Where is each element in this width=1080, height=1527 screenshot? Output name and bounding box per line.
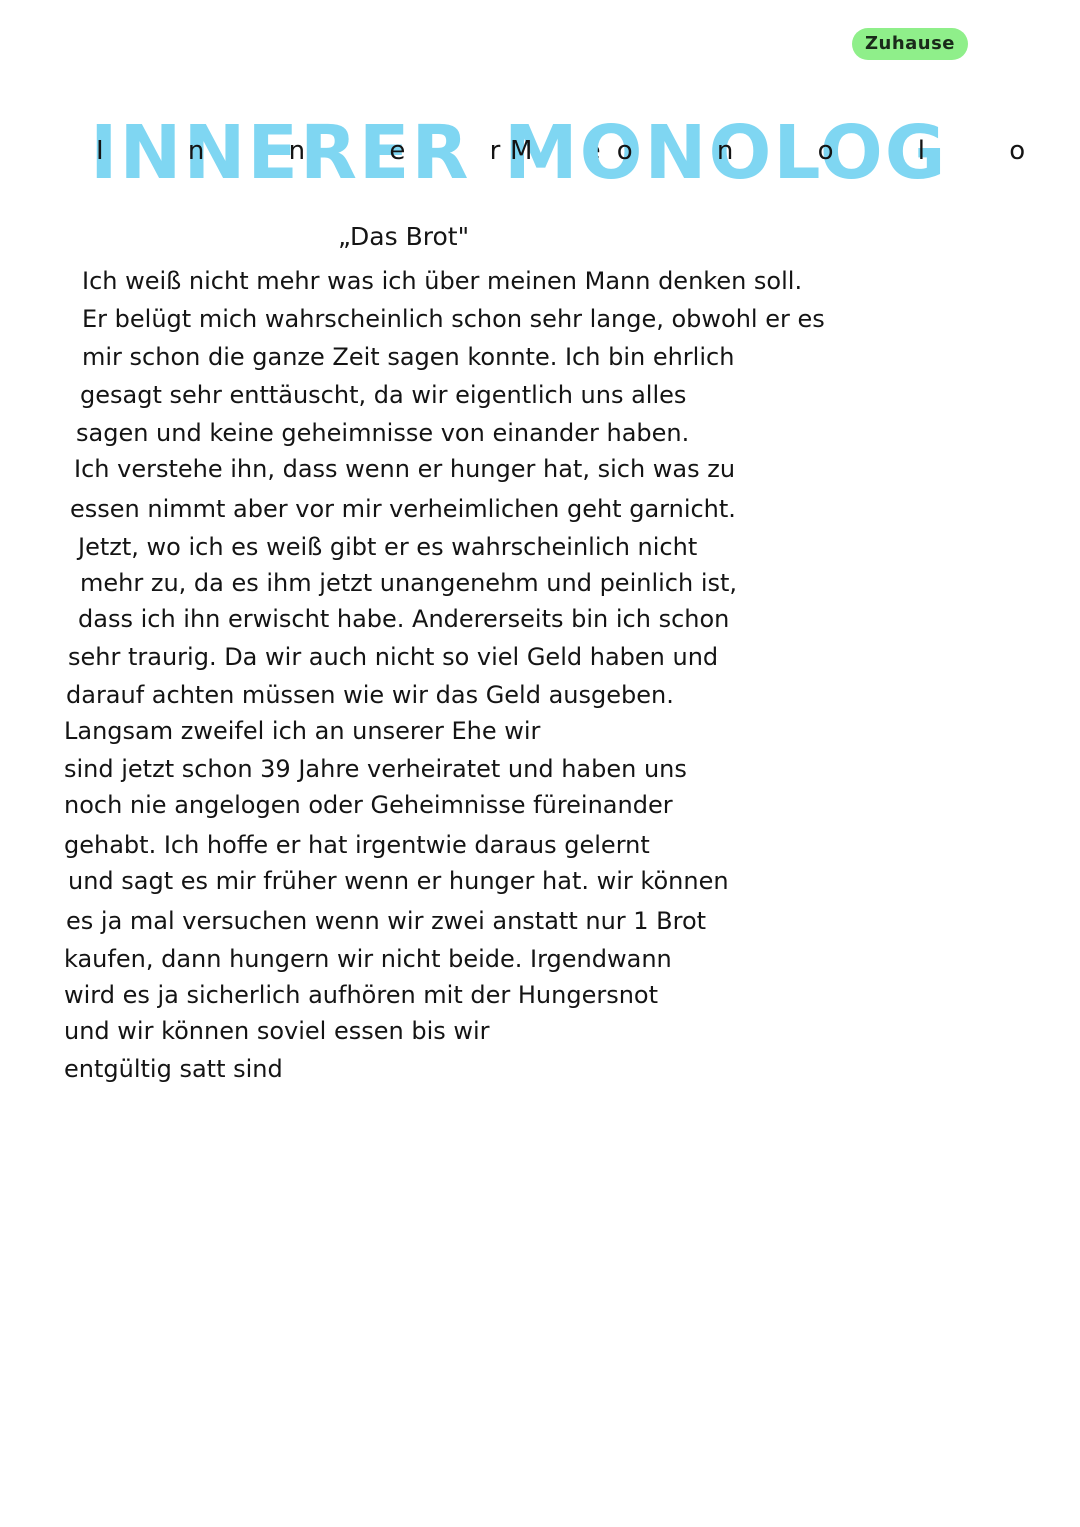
text-line: mir schon die ganze Zeit sagen konnte. Ich bin ehrlich: [82, 343, 735, 371]
text-line: sagen und keine geheimnisse von einander haben.: [76, 419, 690, 447]
text-line: noch nie angelogen oder Geheimnisse füreinander: [64, 791, 673, 819]
text-line: wird es ja sicherlich aufhören mit der Hungersnot: [64, 981, 659, 1009]
text-title: „Das Brot": [338, 222, 470, 251]
text-line: gesagt sehr enttäuscht, da wir eigentlich uns alles: [80, 381, 687, 409]
text-line: sind jetzt schon 39 Jahre verheiratet und haben uns: [64, 755, 687, 783]
text-line: entgültig satt sind: [64, 1055, 283, 1083]
title-word-monolog: [504, 108, 948, 198]
text-line: gehabt. Ich hoffe er hat irgentwie daraus gelernt: [64, 831, 650, 859]
title-innerer-text: INNERER I n n e r e r: [90, 110, 470, 196]
text-line: mehr zu, da es ihm jetzt unangenehm und peinlich ist,: [80, 569, 738, 597]
text-line: es ja mal versuchen wenn wir zwei anstatt nur 1 Brot: [66, 907, 707, 935]
text-line: essen nimmt aber vor mir verheimlichen geht garnicht.: [70, 495, 736, 523]
title-monolog-text: MONOLOG M o n o l o g: [504, 110, 948, 196]
text-line: sehr traurig. Da wir auch nicht so viel Geld haben und: [68, 643, 719, 671]
text-line: Ich weiß nicht mehr was ich über meinen Mann denken soll.: [82, 267, 803, 295]
text-line: Ich verstehe ihn, dass wenn er hunger hat, sich was zu: [74, 455, 736, 483]
text-line: Er belügt mich wahrscheinlich schon sehr lange, obwohl er es: [82, 305, 825, 333]
text-line: kaufen, dann hungern wir nicht beide. Irgendwann: [64, 945, 672, 973]
text-line: Jetzt, wo ich es weiß gibt er es wahrscheinlich nicht: [78, 533, 698, 561]
text-line: Langsam zweifel ich an unserer Ehe wir: [64, 717, 541, 745]
text-line: darauf achten müssen wie wir das Geld ausgeben.: [66, 681, 674, 709]
text-line: und sagt es mir früher wenn er hunger hat. wir können: [68, 867, 729, 895]
location-tag: Zuhause: [852, 28, 968, 60]
text-line: und wir können soviel essen bis wir: [64, 1017, 490, 1045]
title-word-innerer: [90, 108, 470, 198]
text-line: dass ich ihn erwischt habe. Andererseits bin ich schon: [78, 605, 730, 633]
